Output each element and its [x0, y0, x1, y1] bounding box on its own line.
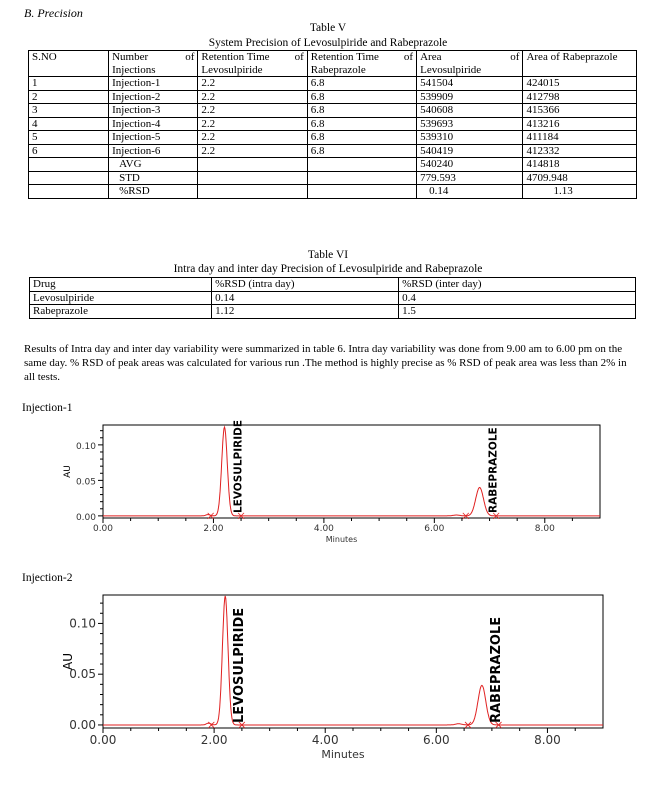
- table-cell: 2.2: [198, 144, 307, 158]
- table-header-cell: %RSD (inter day): [399, 278, 636, 292]
- table-header-cell: [198, 51, 307, 77]
- table-cell: Injection-6: [109, 144, 198, 158]
- table-header-row: [30, 278, 636, 292]
- x-tick-label: 2.00: [200, 733, 228, 747]
- y-tick-label: 0.00: [69, 717, 96, 732]
- y-tick-label: 0.10: [69, 616, 96, 631]
- x-tick-label: 0.00: [92, 524, 114, 534]
- header-line: Levosulpiride: [420, 63, 482, 76]
- peak-label: LEVOSULPIRIDE: [232, 420, 245, 513]
- chromatogram-trace: [103, 427, 600, 516]
- table-header-cell: Drug: [30, 278, 212, 292]
- table-row: [29, 77, 637, 91]
- x-tick-label: 0.00: [89, 733, 117, 747]
- y-tick-label: 0.05: [69, 667, 96, 682]
- table-cell: 415366: [523, 104, 637, 118]
- x-tick-label: 6.00: [424, 524, 445, 534]
- x-tick-label: 8.00: [534, 524, 555, 534]
- table5-caption: Table V: [309, 22, 347, 34]
- x-tick-label: 6.00: [422, 733, 450, 747]
- header-line: Levosulpiride: [201, 63, 263, 76]
- table-cell: [198, 158, 307, 172]
- table-cell: 2.2: [198, 104, 307, 118]
- table-cell: 1: [29, 77, 109, 91]
- table-cell: 540419: [417, 144, 523, 158]
- table-cell: 6.8: [307, 104, 416, 118]
- table-cell: 540240: [417, 158, 523, 172]
- table-cell: 412332: [523, 144, 637, 158]
- plot-frame: [103, 595, 603, 728]
- x-axis-label: Minutes: [325, 535, 358, 544]
- table-header-cell: [109, 51, 198, 77]
- table-cell: [307, 185, 416, 199]
- y-tick-label: 0.00: [75, 512, 96, 523]
- table-cell: 4: [29, 117, 109, 131]
- table5-title: System Precision of Levosulpiride and Rabeprazole: [208, 37, 448, 49]
- table-cell: [29, 185, 109, 199]
- header-line: Retention Time of: [310, 51, 414, 63]
- header-line: Rabeprazole: [310, 63, 366, 76]
- table-cell: 2.2: [198, 117, 307, 131]
- section-heading: B. Precision: [24, 6, 83, 20]
- table-cell: 0.14: [417, 185, 523, 199]
- y-axis-label: AU: [61, 653, 75, 670]
- y-tick-label: 0.05: [75, 477, 96, 488]
- x-tick-label: 4.00: [313, 524, 334, 534]
- table-row: [29, 144, 637, 158]
- table-cell: 540608: [417, 104, 523, 118]
- intra-inter-day-table: [29, 277, 636, 319]
- table-row: [29, 117, 637, 131]
- table-cell: Injection-4: [109, 117, 198, 131]
- x-axis-label: Minutes: [321, 748, 365, 761]
- table-row: [30, 305, 636, 319]
- x-tick-label: 4.00: [311, 733, 339, 747]
- table-cell: STD: [109, 171, 198, 185]
- table-header-cell: %RSD (intra day): [212, 278, 399, 292]
- table-cell: Rabeprazole: [30, 305, 212, 319]
- table-cell: Levosulpiride: [30, 291, 212, 305]
- table-cell: 6.8: [307, 117, 416, 131]
- table-row: [29, 131, 637, 145]
- table-cell: 1.12: [212, 305, 399, 319]
- table-header-cell: [307, 51, 416, 77]
- table-cell: 6.8: [307, 131, 416, 145]
- table6-title: Intra day and inter day Precision of Levosulpiride and Rabeprazole: [173, 263, 483, 275]
- table-cell: 4709.948: [523, 171, 637, 185]
- table-header-cell: [29, 51, 109, 77]
- table-row: [29, 171, 637, 185]
- table-cell: 414818: [523, 158, 637, 172]
- table-cell: 1.5: [399, 305, 636, 319]
- table-cell: Injection-2: [109, 90, 198, 104]
- header-line: Injections: [112, 63, 156, 76]
- precision-table: [28, 50, 637, 199]
- table-cell: Injection-1: [109, 77, 198, 91]
- y-axis-label: AU: [63, 465, 73, 478]
- table-cell: 6.8: [307, 77, 416, 91]
- table-cell: 539310: [417, 131, 523, 145]
- peak-label: RABEPRAZOLE: [488, 616, 504, 723]
- table-cell: 1.13: [523, 185, 637, 199]
- table-cell: 2: [29, 90, 109, 104]
- table-cell: 539909: [417, 90, 523, 104]
- x-tick-label: 2.00: [203, 524, 224, 534]
- table-cell: 424015: [523, 77, 637, 91]
- table-cell: Injection-5: [109, 131, 198, 145]
- injection-2-heading: Injection-2: [22, 572, 73, 584]
- table-row: [29, 185, 637, 199]
- chromatogram-trace: [103, 596, 603, 725]
- table-cell: 0.14: [212, 291, 399, 305]
- x-tick-label: 8.00: [534, 733, 561, 747]
- table-row: [30, 291, 636, 305]
- table-cell: [198, 185, 307, 199]
- table-cell: 3: [29, 104, 109, 118]
- header-line: Number of: [112, 51, 195, 63]
- table-cell: 779.593: [417, 171, 523, 185]
- peak-label: RABEPRAZOLE: [487, 427, 500, 513]
- table-row: [29, 104, 637, 118]
- table-cell: 413216: [523, 117, 637, 131]
- header-line: Area of: [420, 51, 520, 63]
- table-cell: 539693: [417, 117, 523, 131]
- table-cell: 412798: [523, 90, 637, 104]
- table-cell: 5: [29, 131, 109, 145]
- table-cell: Injection-3: [109, 104, 198, 118]
- table-cell: 6: [29, 144, 109, 158]
- table-cell: AVG: [109, 158, 198, 172]
- table-cell: [307, 158, 416, 172]
- table-cell: [29, 158, 109, 172]
- table-cell: 0.4: [399, 291, 636, 305]
- table-cell: [29, 171, 109, 185]
- header-line: Area of Rabeprazole: [526, 51, 618, 63]
- table-header-row: [29, 51, 637, 77]
- table-cell: %RSD: [109, 185, 198, 199]
- table-cell: 2.2: [198, 90, 307, 104]
- table-cell: 541504: [417, 77, 523, 91]
- header-line: S.NO: [32, 51, 57, 63]
- table-row: [29, 90, 637, 104]
- table-row: [29, 158, 637, 172]
- table-cell: 2.2: [198, 131, 307, 145]
- table-cell: 2.2: [198, 77, 307, 91]
- table6-caption: Table VI: [307, 249, 349, 261]
- table-header-cell: [523, 51, 637, 77]
- plot-frame: [103, 425, 600, 518]
- results-paragraph: Results of Intra day and inter day variability were summarized in table 6. Intra day variability was done from 9.00 am to 6.00 pm on the same day. % RSD of peak areas was calculated for various run .The method is highly precise as % RSD of peak area was less than 2% in all tests.: [24, 343, 627, 383]
- table-cell: [307, 171, 416, 185]
- table-cell: 6.8: [307, 144, 416, 158]
- table-cell: 6.8: [307, 90, 416, 104]
- chromatogram-injection-2: [0, 590, 656, 790]
- injection-1-heading: Injection-1: [22, 402, 73, 414]
- y-tick-label: 0.10: [75, 441, 96, 452]
- table-header-cell: [417, 51, 523, 77]
- table-cell: [198, 171, 307, 185]
- peak-label: LEVOSULPIRIDE: [232, 607, 248, 723]
- table-cell: 411184: [523, 131, 637, 145]
- header-line: Retention Time of: [201, 51, 304, 63]
